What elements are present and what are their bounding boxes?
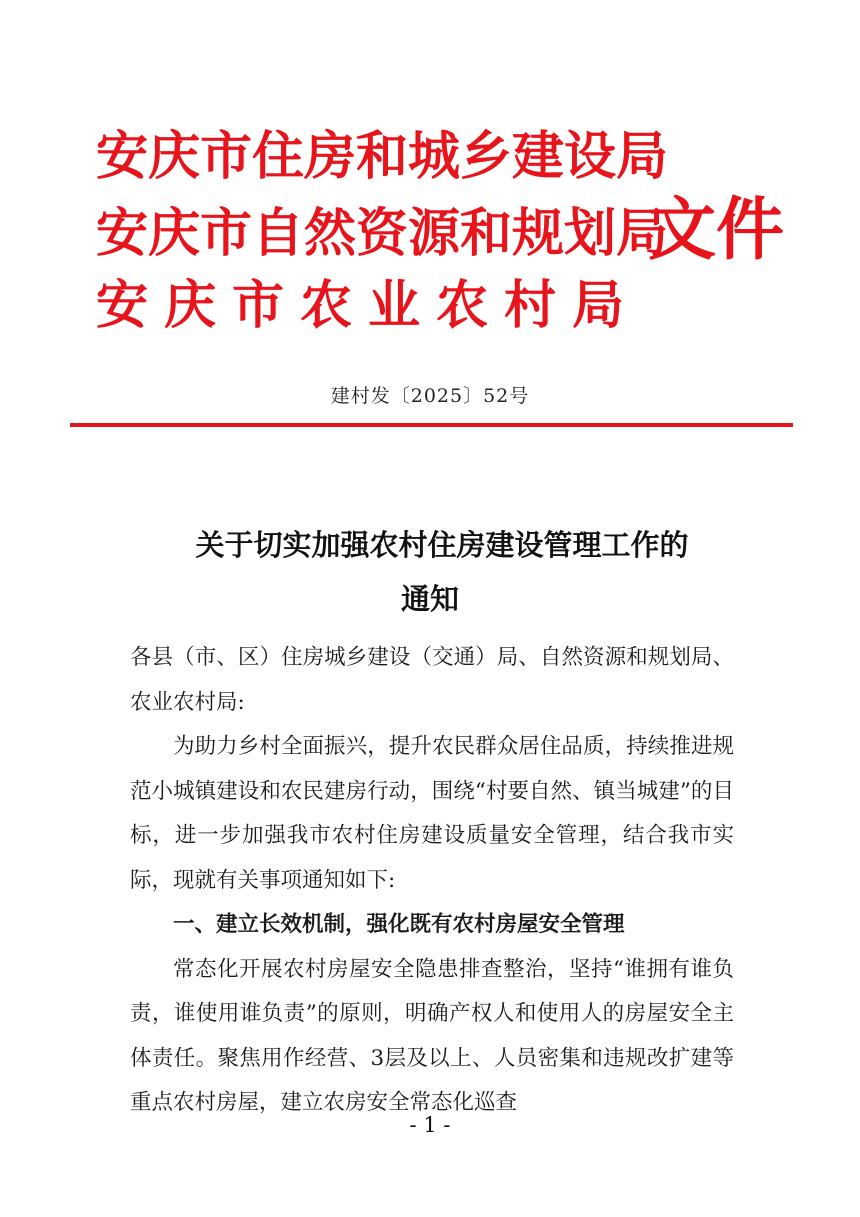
document-number: 建村发〔2025〕52号	[330, 385, 530, 407]
intro-paragraph: 为助力乡村全面振兴，提升农民群众居住品质，持续推进规范小城镇建设和农民建房行动，围绕“村要自然、镇当城建”的目标，进一步加强我市农村住房建设质量安全管理，结合我市实际，现就有关事项通知如下:	[130, 734, 734, 893]
issuer-natural-resources-bureau: 安庆市自然资源和规划局	[96, 203, 669, 264]
document-title-line-1: 关于切实加强农村住房建设管理工作的	[195, 528, 689, 563]
document-title-line-2: 通知	[400, 582, 459, 617]
issuer-agriculture-bureau: 安庆市农业农村局	[96, 275, 641, 336]
section-1-paragraph: 常态化开展农村房屋安全隐患排查整治，坚持“谁拥有谁负责，谁使用谁负责”的原则，明确产权人和使用人的房屋安全主体责任。聚焦用作经营、3层及以上、人员密集和违规改扩建等重点农村房屋，建立农房安全常态化巡查	[130, 956, 734, 1115]
section-1-heading: 一、建立长效机制，强化既有农村房屋安全管理	[173, 912, 625, 937]
page-number: - 1 -	[409, 1113, 451, 1137]
red-divider-line	[70, 423, 793, 427]
document-word: 文件	[648, 190, 785, 270]
document-body	[130, 636, 734, 1126]
issuer-housing-bureau: 安庆市住房和城乡建设局	[96, 126, 669, 187]
salutation: 各县（市、区）住房城乡建设（交通）局、自然资源和规划局、农业农村局:	[130, 645, 734, 715]
